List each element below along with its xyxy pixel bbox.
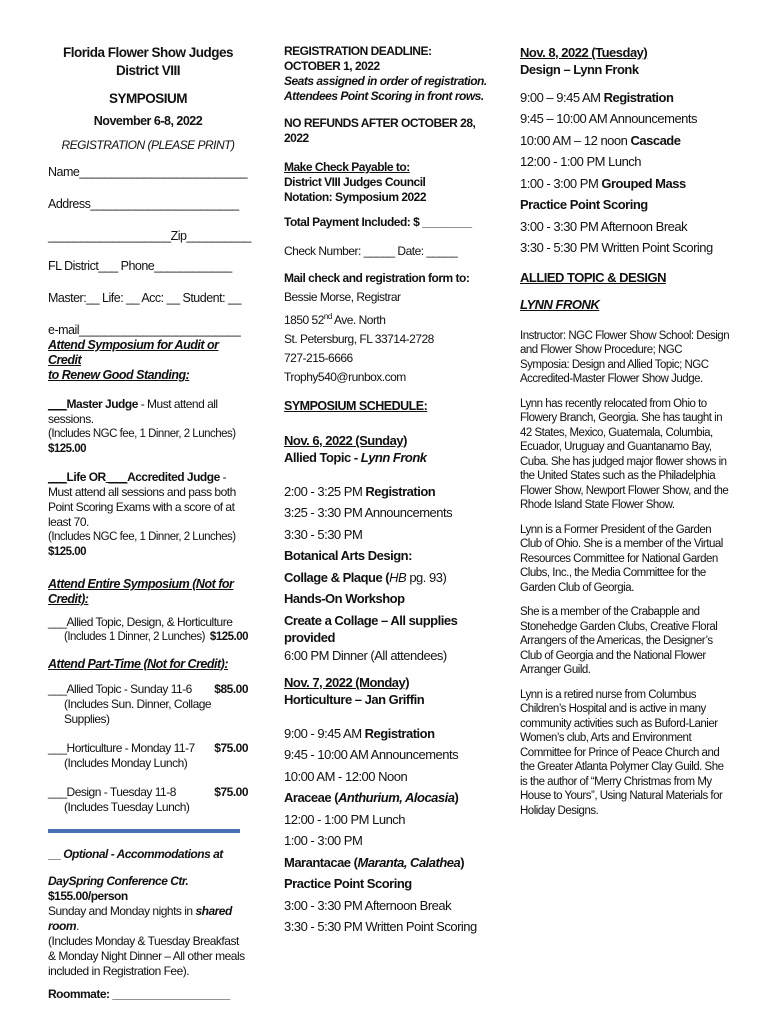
master-judge-label: Master Judge [66,397,138,411]
master-judge-option[interactable] [48,397,248,427]
part1-includes: (Includes Sun. Dinner, Collage Supplies) [64,696,212,726]
street-number: 1850 52 [284,313,324,327]
day2-morning-session: 10:00 AM - 12:00 Noon [284,768,408,784]
no-refunds: NO REFUNDS AFTER OCTOBER 28, 2022 [284,116,476,145]
marantacae-examples: Maranta, Calathea [357,854,461,870]
day2-lunch: 12:00 - 1:00 PM Lunch [284,811,406,827]
optional-blank[interactable]: __ [48,846,64,861]
day2-written-scoring: 3:30 - 5:30 PM Written Point Scoring [284,919,477,934]
day3-break: 3:00 - 3:30 PM Afternoon Break [520,218,688,234]
registrar-phone: 727-215-6666 [284,351,353,365]
collage-plaque [284,569,492,587]
district-phone-field[interactable]: FL District___ Phone____________ [48,259,232,273]
accommodation-includes: (Includes Monday & Tuesday Breakfast & Monday Night Dinner – All other meals included in Registration Fee). [48,933,245,978]
life-label: Life OR [66,470,106,484]
council-name: District VIII Judges Council [284,175,426,189]
optional-text: - Accommodations at [107,846,223,861]
marantacae-close: ) [460,854,465,870]
day2-break: 3:00 - 3:30 PM Afternoon Break [284,897,452,913]
part3-includes: (Includes Tuesday Lunch) [64,799,190,814]
deadline-date: OCTOBER 1, 2022 [284,59,380,73]
handson-workshop: Hands-On Workshop [284,591,405,606]
part1-item: ___Allied Topic - Sunday 11-6 [48,681,192,696]
day3-lunch: 12:00 - 1:00 PM Lunch [520,154,642,169]
day2-registration [284,725,492,743]
zip-field[interactable]: ___________________Zip__________ [48,229,251,243]
day2-announcements: 9:45 - 10:00 AM Announcements [284,747,459,762]
nights-end: . [76,918,79,933]
accredited-judge-option[interactable] [48,470,248,530]
email-field[interactable]: e-mail_________________________ [48,323,241,337]
dayspring-price: $155.00/person [48,888,128,903]
registrar-street [284,309,492,328]
day3-practice-scoring: Practice Point Scoring [520,197,648,212]
life-blank[interactable]: ___ [48,470,67,484]
bio-paragraph-2: Lynn has recently relocated from Ohio to Flowery Branch, Georgia. She has taught in 42 States, Mexico, Guatemala, Columbia, Ecuador, Uruguay and Guantanamo Bay, Cuba. She has judged major flower shows in the United States such as the Philadelphia Flower Show, Newport Flower Show, and the Rhode Island State Flower Show. [520,397,729,511]
check-notation: Notation: Symposium 2022 [284,190,427,204]
d2-reg-time: 9:00 - 9:45 AM [284,725,365,741]
day1-workshop-time: 3:30 - 5:30 PM [284,526,363,542]
master-judge-incl: (Includes NGC fee, 1 Dinner, 2 Lunches) [48,428,236,440]
accredited-incl: (Includes NGC fee, 1 Dinner, 2 Lunches) [48,531,236,543]
day1-dinner: 6:00 PM Dinner (All attendees) [284,647,447,663]
d3-cascade-time: 10:00 AM – 12 noon [520,132,631,148]
d2-reg-event: Registration [364,725,435,741]
day1-topic-label: Allied Topic - [284,450,361,465]
check-number-field[interactable]: Check Number: _____ Date: _____ [284,244,458,258]
day2-afternoon-session: 1:00 - 3:00 PM [284,833,363,848]
bio-paragraph-5: Lynn is a retired nurse from Columbus Children’s Hospital and is active in many community activities such as Buford-Lanier Women’s club, Arts and Environment Committee for Prince of Peace Church and the Greater Atlanta Polymer Clay Guild. She is the author of “Merry Christmas from My House to Yours”, Using Natural Materials for Holiday Designs. [520,688,724,817]
day1-date: Nov. 6, 2022 (Sunday) [284,433,407,448]
part2-price: $75.00 [214,740,248,755]
bio-paragraph-4: She is a member of the Crabapple and Stonehedge Garden Clubs, Creative Floral Arrangers of the Americas, the Designer’s Club of Georgia and the National Flower Arranger Guild. [520,606,718,676]
day2-practice-scoring: Practice Point Scoring [284,876,412,891]
title-line-1: Florida Flower Show Judges [62,45,234,60]
audit-heading-line-2: to Renew Good Standing: [48,368,190,382]
symposium-dates: November 6-8, 2022 [93,114,203,128]
day3-cascade [520,132,732,150]
payment-schedule-column [284,44,492,936]
master-judge-blank[interactable]: ___ [48,397,67,411]
dayspring-name: DaySpring Conference Ctr. [48,873,189,888]
accredited-text: - Must attend all sessions and pass both Point Scoring Exams with a score of at least 70. [48,470,236,529]
collage-label: Collage & Plaque ( [284,569,390,585]
part-time-option-1[interactable] [48,682,248,697]
section-divider [48,829,240,833]
d1-reg-time: 2:00 - 3:25 PM [284,483,366,499]
day2-topic: Horticulture – Jan Griffin [284,692,425,707]
part2-includes: (Includes Monday Lunch) [64,755,188,770]
allied-topic-heading: ALLIED TOPIC & DESIGN [520,269,666,285]
entire-symposium-option[interactable]: ___Allied Topic, Design, & Horticulture [48,615,233,629]
bio-paragraph-3: Lynn is a Former President of the Garden Club of Ohio. She is a member of the Virtual Resources Committee for National Garden Clubs, Inc., the Media Committee for the Garden Club of Georgia. [520,523,723,594]
part1-price: $85.00 [214,681,248,696]
total-payment-field[interactable]: Total Payment Included: $ ________ [284,215,472,229]
registrar-city: St. Petersburg, FL 33714-2728 [284,332,434,346]
entire-symposium-includes [48,630,248,645]
d3-gm-event: Grouped Mass [601,175,686,191]
day1-presenter: Lynn Fronk [360,450,427,465]
accredited-label: Accredited Judge [127,470,220,484]
audit-heading-line-1: Attend Symposium for Audit or Credit [48,338,219,367]
schedule-heading: SYMPOSIUM SCHEDULE: [284,399,428,413]
master-judge-price: $125.00 [48,442,87,455]
nights-line [48,904,248,934]
day3-announcements: 9:45 – 10:00 AM Announcements [520,111,698,126]
entire-incl: (Includes 1 Dinner, 2 Lunches) [64,631,205,643]
collage-hb: HB [389,569,407,585]
collage-page: pg. 93) [406,569,447,585]
araceae-examples: Anthurium, Alocasia [338,790,455,805]
part-time-option-2[interactable] [48,741,248,756]
day1-topic [284,449,492,467]
address-field[interactable]: Address_______________________ [48,197,239,211]
d3-reg-time: 9:00 – 9:45 AM [520,89,604,105]
entire-price: $125.00 [209,631,248,643]
day2-date: Nov. 7, 2022 (Monday) [284,675,410,690]
d3-cascade-event: Cascade [630,132,681,148]
create-collage: Create a Collage – All supplies provided [284,612,458,645]
araceae-label: Araceae ( [284,790,339,805]
accredited-blank[interactable]: ___ [105,470,128,484]
audit-heading [48,338,248,383]
name-field[interactable]: Name__________________________ [48,165,248,179]
registrar-email[interactable]: Trophy540@runbox.com [284,370,406,384]
presenter-heading: LYNN FRONK [520,296,600,312]
registrar-name: Bessie Morse, Registrar [284,290,401,304]
araceae-close: ) [454,790,459,805]
day1-announcements: 3:25 - 3:30 PM Announcements [284,505,453,520]
entire-symposium-heading: Attend Entire Symposium (Not for Credit): [48,577,234,606]
street-name: Ave. North [331,313,386,327]
bio-paragraph-1: Instructor: NGC Flower Show School: Design and Flower Show Procedure; NGC Symposia: Design and Allied Topic; NGC Accredited-Master Flower Show Judge. [520,329,730,385]
part-time-heading: Attend Part-Time (Not for Credit): [48,656,228,671]
title-symposium: SYMPOSIUM [108,91,187,106]
optional-accommodations[interactable] [48,847,248,862]
optional-label: Optional [63,846,108,861]
accredited-price: $125.00 [48,545,87,558]
seats-note-1: Seats assigned in order of registration. [284,74,487,88]
part3-item: ___Design - Tuesday 11-8 [48,784,176,799]
araceae-topic [284,789,492,807]
day3-written-scoring: 3:30 - 5:30 PM Written Point Scoring [520,240,713,255]
master-judge-includes [48,427,248,456]
part-time-option-3[interactable] [48,785,248,800]
d1-reg-event: Registration [365,483,436,499]
botanical-arts: Botanical Arts Design: [284,548,412,563]
day3-date: Nov. 8, 2022 (Tuesday) [520,45,648,60]
marantacae-label: Marantacae ( [284,854,358,870]
roommate-field[interactable]: Roommate: ___________________ [48,986,230,1001]
day1-registration [284,483,492,501]
title-line-2: District VIII [115,63,181,78]
d3-reg-event: Registration [603,89,674,105]
mail-heading: Mail check and registration form to: [284,271,470,285]
marantacae-topic [284,854,492,872]
judge-status-field[interactable]: Master:__ Life: __ Acc: __ Student: __ [48,291,241,305]
deadline-heading: REGISTRATION DEADLINE: [284,44,432,58]
d3-gm-time: 1:00 - 3:00 PM [520,175,602,191]
street-suffix: nd [323,312,332,321]
registration-heading: REGISTRATION (PLEASE PRINT) [61,138,235,152]
day3-grouped-mass [520,175,732,193]
part3-price: $75.00 [214,784,248,799]
accredited-judge-includes [48,530,248,559]
registration-column [48,44,251,1002]
check-payable-heading: Make Check Payable to: [284,160,410,174]
seats-note-2: Attendees Point Scoring in front rows. [284,89,484,103]
nights-text: Sunday and Monday nights in [48,903,196,918]
day3-topic: Design – Lynn Fronk [520,62,639,77]
nights-shared: shared room [48,903,232,933]
dayspring-line [48,874,248,904]
design-bio-column [520,44,732,818]
master-judge-text: - Must attend all sessions. [48,397,218,426]
day3-registration [520,89,732,107]
part2-item: ___Horticulture - Monday 11-7 [48,740,195,755]
